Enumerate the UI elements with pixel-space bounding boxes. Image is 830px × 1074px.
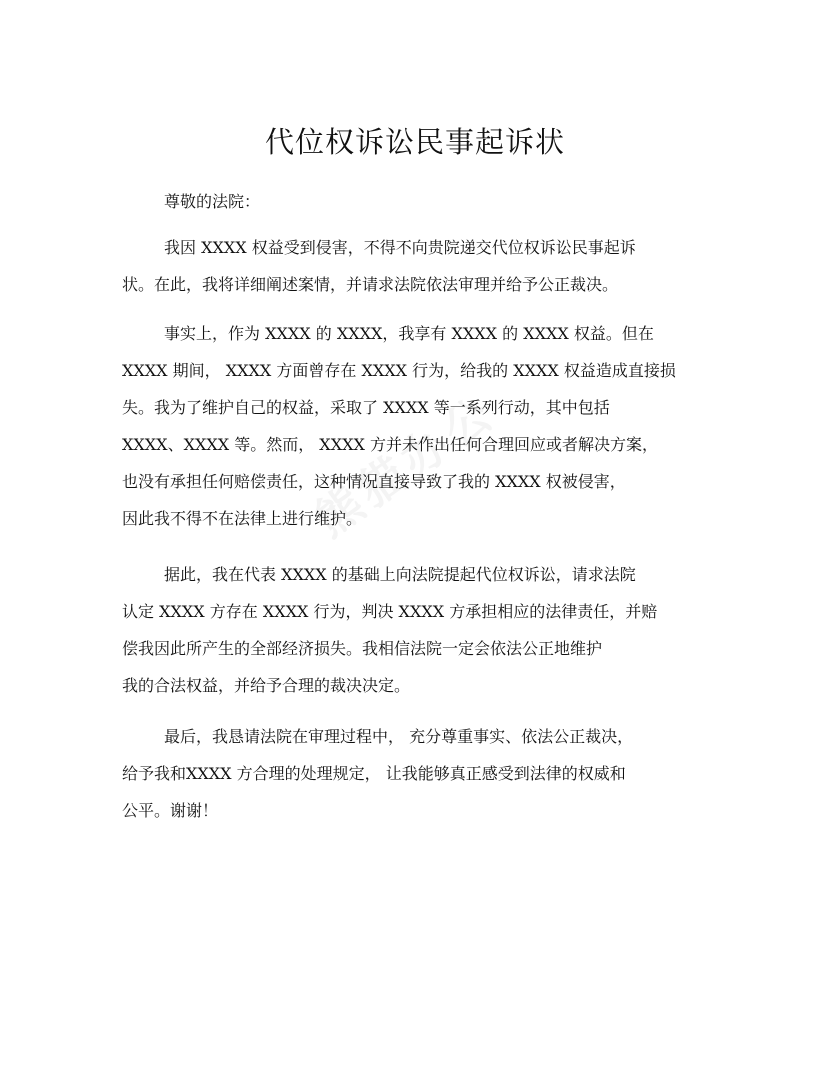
paragraph-line: 也没有承担任何赔偿责任，这种情况直接导致了我的 XXXX 权被侵害， <box>122 472 626 491</box>
paragraph-line: XXXX、XXXX 等。然而， XXXX 方并未作出任何合理回应或者解决方案， <box>122 435 658 454</box>
salutation <box>122 183 722 220</box>
paragraph-line: 最后，我恳请法院在审理过程中， 充分尊重事实、依法公正裁决， <box>164 727 634 746</box>
document-title: 代位权诉讼民事起诉状 <box>264 125 565 159</box>
paragraph-2 <box>122 315 722 537</box>
paragraph-line: 我因 XXXX 权益受到侵害，不得不向贵院递交代位权诉讼民事起诉 <box>164 238 636 257</box>
paragraph-3 <box>122 556 722 704</box>
paragraph-4 <box>122 718 722 829</box>
paragraph-line: 认定 XXXX 方存在 XXXX 行为，判决 XXXX 方承担相应的法律责任，并赔 <box>122 602 658 621</box>
paragraph-line: 公平。谢谢！ <box>122 801 219 820</box>
salutation-line: 尊敬的法院： <box>164 192 261 211</box>
paragraph-line: 失。我为了维护自己的权益，采取了 XXXX 等一系列行动，其中包括 <box>122 398 610 417</box>
paragraph-line: 状。在此，我将详细阐述案情，并请求法院依法审理并给予公正裁决。 <box>122 275 619 294</box>
paragraph-1 <box>122 229 722 303</box>
paragraph-line: 事实上，作为 XXXX 的 XXXX，我享有 XXXX 的 XXXX 权益。但在 <box>164 324 654 343</box>
paragraph-line: 偿我因此所产生的全部经济损失。我相信法院一定会依法公正地维护 <box>122 639 603 658</box>
paragraph-line: 给予我和XXXX 方合理的处理规定， 让我能够真正感受到法律的权威和 <box>122 764 626 783</box>
paragraph-line: 因此我不得不在法律上进行维护。 <box>122 509 363 528</box>
paragraph-line: 据此，我在代表 XXXX 的基础上向法院提起代位权诉讼，请求法院 <box>164 565 636 584</box>
paragraph-line: XXXX 期间， XXXX 方面曾存在 XXXX 行为，给我的 XXXX 权益造成直接损 <box>122 361 676 380</box>
paragraph-line: 我的合法权益，并给予合理的裁决决定。 <box>122 676 411 695</box>
